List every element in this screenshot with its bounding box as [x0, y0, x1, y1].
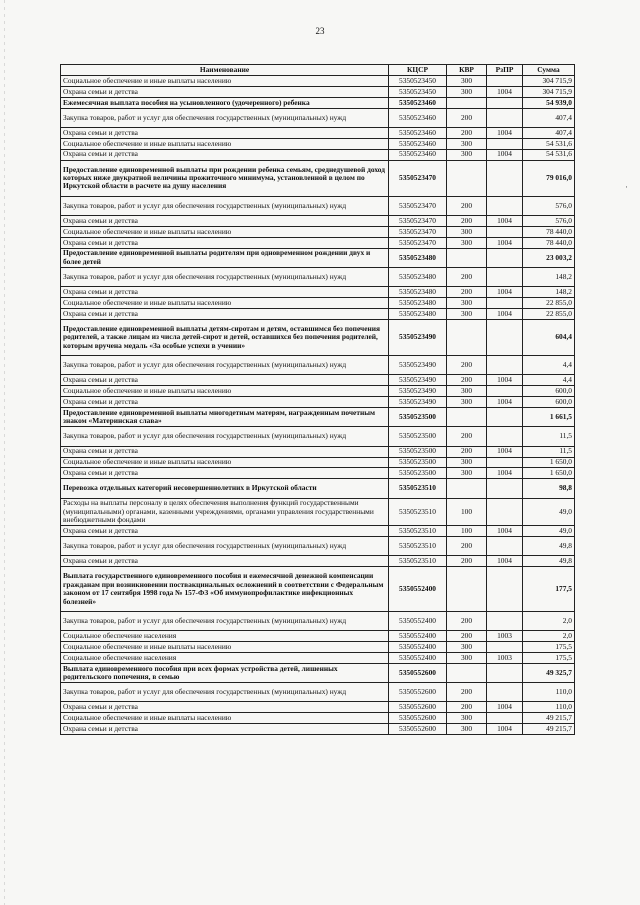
row-kcsr: 5350552400 — [389, 652, 447, 663]
table-row — [61, 356, 575, 375]
table-row — [61, 226, 575, 237]
row-sum: 49 325,7 — [523, 663, 575, 682]
row-kcsr: 5350552400 — [389, 631, 447, 642]
row-sum: 78 440,0 — [523, 226, 575, 237]
row-sum: 11,5 — [523, 446, 575, 457]
row-kvr: 200 — [447, 268, 487, 287]
row-sum: 23 003,2 — [523, 248, 575, 267]
row-rzpr — [487, 683, 523, 702]
table-row — [61, 97, 575, 108]
row-rzpr: 1004 — [487, 127, 523, 138]
row-kvr — [447, 408, 487, 427]
row-name: Социальное обеспечение и иные выплаты населению — [61, 386, 389, 397]
row-sum: 22 855,0 — [523, 309, 575, 320]
row-rzpr — [487, 663, 523, 682]
row-rzpr: 1004 — [487, 375, 523, 386]
row-sum: 600,0 — [523, 386, 575, 397]
row-kcsr: 5350523470 — [389, 196, 447, 215]
row-name: Охрана семьи и детства — [61, 468, 389, 479]
row-sum: 177,5 — [523, 567, 575, 612]
row-rzpr: 1004 — [487, 397, 523, 408]
row-kvr — [447, 319, 487, 355]
row-sum: 407,4 — [523, 127, 575, 138]
table-header-row — [61, 65, 575, 76]
row-name: Закупка товаров, работ и услуг для обеспечения государственных (муниципальных) нужд — [61, 537, 389, 556]
table-row — [61, 408, 575, 427]
row-kcsr: 5350523470 — [389, 226, 447, 237]
row-rzpr — [487, 108, 523, 127]
row-kcsr: 5350552600 — [389, 683, 447, 702]
table-row — [61, 537, 575, 556]
row-name: Выплата единовременного пособия при всех формах устройства детей, лишенных родительского попечения, в семью — [61, 663, 389, 682]
row-kcsr: 5350552400 — [389, 611, 447, 630]
scan-edge — [4, 0, 5, 905]
row-kvr: 200 — [447, 196, 487, 215]
table-row — [61, 446, 575, 457]
row-kcsr: 5350523510 — [389, 556, 447, 567]
row-rzpr — [487, 498, 523, 526]
row-sum: 49,8 — [523, 537, 575, 556]
table-row — [61, 149, 575, 160]
row-kvr: 100 — [447, 526, 487, 537]
row-kvr: 300 — [447, 397, 487, 408]
row-name: Социальное обеспечение и иные выплаты населению — [61, 138, 389, 149]
row-name: Охрана семьи и детства — [61, 526, 389, 537]
table-row — [61, 268, 575, 287]
row-rzpr — [487, 160, 523, 196]
row-name: Ежемесячная выплата пособия на усыновленного (удочеренного) ребенка — [61, 97, 389, 108]
row-kvr: 300 — [447, 138, 487, 149]
row-kcsr: 5350523480 — [389, 309, 447, 320]
table-row — [61, 287, 575, 298]
table-row — [61, 386, 575, 397]
row-kcsr: 5350523500 — [389, 457, 447, 468]
row-kcsr: 5350523500 — [389, 427, 447, 446]
row-kvr: 200 — [447, 427, 487, 446]
row-kvr: 200 — [447, 537, 487, 556]
row-name: Социальное обеспечение и иные выплаты населению — [61, 642, 389, 653]
table-row — [61, 237, 575, 248]
table-row — [61, 611, 575, 630]
row-name: Предоставление единовременной выплаты при рождении ребенка семьям, среднедушевой доход которых ниже двукратной величины прожиточного минимума, установленной в целом по Иркутской области в расчете на душу населения — [61, 160, 389, 196]
row-kcsr: 5350523450 — [389, 76, 447, 87]
row-kcsr: 5350552600 — [389, 702, 447, 713]
row-kvr: 200 — [447, 216, 487, 227]
table-row — [61, 108, 575, 127]
row-kvr: 300 — [447, 724, 487, 735]
row-sum: 79 016,0 — [523, 160, 575, 196]
row-kcsr: 5350523490 — [389, 386, 447, 397]
row-kvr: 200 — [447, 375, 487, 386]
row-rzpr — [487, 196, 523, 215]
row-sum: 2,0 — [523, 611, 575, 630]
row-kvr: 300 — [447, 298, 487, 309]
row-name: Перевозка отдельных категорий несовершеннолетних в Иркутской области — [61, 479, 389, 498]
row-rzpr: 1004 — [487, 556, 523, 567]
row-rzpr: 1004 — [487, 702, 523, 713]
row-kcsr: 5350523500 — [389, 408, 447, 427]
row-sum: 4,4 — [523, 375, 575, 386]
row-kvr: 200 — [447, 356, 487, 375]
table-row — [61, 663, 575, 682]
row-name: Предоставление единовременной выплаты родителям при одновременном рождении двух и более детей — [61, 248, 389, 267]
row-rzpr: 1004 — [487, 724, 523, 735]
header-kvr: КВР — [447, 65, 487, 76]
row-kcsr: 5350523490 — [389, 356, 447, 375]
table-body — [61, 76, 575, 735]
row-kvr: 300 — [447, 237, 487, 248]
row-sum: 304 715,9 — [523, 86, 575, 97]
row-name: Закупка товаров, работ и услуг для обеспечения государственных (муниципальных) нужд — [61, 108, 389, 127]
row-sum: 407,4 — [523, 108, 575, 127]
row-sum: 175,5 — [523, 642, 575, 653]
table-row — [61, 298, 575, 309]
scan-dot: · — [625, 182, 628, 192]
row-name: Социальное обеспечение и иные выплаты населению — [61, 298, 389, 309]
row-kcsr: 5350523460 — [389, 149, 447, 160]
row-sum: 49,8 — [523, 556, 575, 567]
row-kcsr: 5350523510 — [389, 537, 447, 556]
row-kcsr: 5350523480 — [389, 248, 447, 267]
row-rzpr: 1004 — [487, 309, 523, 320]
row-sum: 49,0 — [523, 526, 575, 537]
row-rzpr: 1004 — [487, 287, 523, 298]
row-sum: 54 531,6 — [523, 149, 575, 160]
table-row — [61, 216, 575, 227]
row-name: Закупка товаров, работ и услуг для обеспечения государственных (муниципальных) нужд — [61, 427, 389, 446]
row-kvr: 200 — [447, 683, 487, 702]
row-kcsr: 5350552600 — [389, 713, 447, 724]
row-kvr: 300 — [447, 468, 487, 479]
row-sum: 1 650,0 — [523, 457, 575, 468]
row-kvr: 200 — [447, 702, 487, 713]
row-name: Социальное обеспечение и иные выплаты населению — [61, 713, 389, 724]
row-kcsr: 5350523460 — [389, 127, 447, 138]
row-sum: 148,2 — [523, 268, 575, 287]
table-row — [61, 375, 575, 386]
row-sum: 49 215,7 — [523, 724, 575, 735]
row-sum: 304 715,9 — [523, 76, 575, 87]
table-row — [61, 724, 575, 735]
header-sum: Сумма — [523, 65, 575, 76]
row-rzpr — [487, 642, 523, 653]
row-rzpr — [487, 713, 523, 724]
row-rzpr — [487, 408, 523, 427]
row-kvr: 300 — [447, 642, 487, 653]
table-row — [61, 642, 575, 653]
row-name: Охрана семьи и детства — [61, 702, 389, 713]
row-kvr: 300 — [447, 713, 487, 724]
row-kcsr: 5350523460 — [389, 97, 447, 108]
table-row — [61, 702, 575, 713]
row-kvr: 200 — [447, 127, 487, 138]
table-row — [61, 652, 575, 663]
table-row — [61, 196, 575, 215]
row-name: Охрана семьи и детства — [61, 86, 389, 97]
row-rzpr — [487, 298, 523, 309]
row-name: Социальное обеспечение и иные выплаты населению — [61, 457, 389, 468]
table-row — [61, 556, 575, 567]
row-kvr: 200 — [447, 446, 487, 457]
table-row — [61, 713, 575, 724]
row-name: Выплата государственного единовременного пособия и ежемесячной денежной компенсации гражданам при возникновении поствакцинальных осложнений в соответствии с Федеральным законом от 17 сентября 1998 года № 157-ФЗ «Об иммунопрофилактике инфекционных болезней» — [61, 567, 389, 612]
row-name: Закупка товаров, работ и услуг для обеспечения государственных (муниципальных) нужд — [61, 611, 389, 630]
row-kvr: 100 — [447, 498, 487, 526]
row-name: Закупка товаров, работ и услуг для обеспечения государственных (муниципальных) нужд — [61, 683, 389, 702]
row-rzpr: 1004 — [487, 86, 523, 97]
page-number: 23 — [315, 26, 325, 36]
row-rzpr — [487, 479, 523, 498]
row-name: Предоставление единовременной выплаты детям-сиротам и детям, оставшимся без попечения родителей, а также лицам из числа детей-сирот и детей, оставшихся без попечения родителей, которым вручена медаль «За особые успехи в учении» — [61, 319, 389, 355]
row-name: Охрана семьи и детства — [61, 397, 389, 408]
row-sum: 98,8 — [523, 479, 575, 498]
row-kcsr: 5350523450 — [389, 86, 447, 97]
row-kcsr: 5350523510 — [389, 526, 447, 537]
row-name: Охрана семьи и детства — [61, 724, 389, 735]
row-kcsr: 5350523460 — [389, 108, 447, 127]
row-sum: 54 531,6 — [523, 138, 575, 149]
table-row — [61, 457, 575, 468]
row-kvr: 200 — [447, 108, 487, 127]
row-sum: 604,4 — [523, 319, 575, 355]
row-kvr: 300 — [447, 386, 487, 397]
row-name: Охрана семьи и детства — [61, 556, 389, 567]
row-kvr: 300 — [447, 76, 487, 87]
row-sum: 78 440,0 — [523, 237, 575, 248]
table-row — [61, 86, 575, 97]
row-rzpr — [487, 457, 523, 468]
table-row — [61, 127, 575, 138]
row-sum: 175,5 — [523, 652, 575, 663]
row-kvr: 200 — [447, 556, 487, 567]
row-name: Охрана семьи и детства — [61, 375, 389, 386]
row-name: Социальное обеспечение населения — [61, 631, 389, 642]
row-sum: 600,0 — [523, 397, 575, 408]
row-sum: 1 650,0 — [523, 468, 575, 479]
row-rzpr — [487, 567, 523, 612]
row-rzpr — [487, 226, 523, 237]
row-name: Закупка товаров, работ и услуг для обеспечения государственных (муниципальных) нужд — [61, 356, 389, 375]
row-sum: 110,0 — [523, 702, 575, 713]
row-name: Охрана семьи и детства — [61, 127, 389, 138]
row-kcsr: 5350523490 — [389, 319, 447, 355]
table-row — [61, 248, 575, 267]
row-kcsr: 5350523470 — [389, 237, 447, 248]
row-kcsr: 5350523490 — [389, 375, 447, 386]
row-sum: 576,0 — [523, 216, 575, 227]
row-name: Социальное обеспечение и иные выплаты населению — [61, 76, 389, 87]
row-sum: 22 855,0 — [523, 298, 575, 309]
row-kcsr: 5350552400 — [389, 642, 447, 653]
row-name: Социальное обеспечение населения — [61, 652, 389, 663]
table-row — [61, 683, 575, 702]
row-rzpr: 1004 — [487, 526, 523, 537]
table-row — [61, 468, 575, 479]
row-kvr: 300 — [447, 86, 487, 97]
row-rzpr: 1004 — [487, 149, 523, 160]
table-row — [61, 319, 575, 355]
row-rzpr — [487, 386, 523, 397]
table-row — [61, 309, 575, 320]
table-row — [61, 76, 575, 87]
row-sum: 1 661,5 — [523, 408, 575, 427]
row-kvr — [447, 160, 487, 196]
row-kcsr: 5350523480 — [389, 298, 447, 309]
table-row — [61, 631, 575, 642]
row-kvr — [447, 479, 487, 498]
row-kvr: 300 — [447, 226, 487, 237]
row-rzpr: 1004 — [487, 468, 523, 479]
row-kvr: 200 — [447, 631, 487, 642]
row-kvr: 200 — [447, 287, 487, 298]
row-kcsr: 5350523500 — [389, 468, 447, 479]
row-name: Охрана семьи и детства — [61, 287, 389, 298]
row-name: Закупка товаров, работ и услуг для обеспечения государственных (муниципальных) нужд — [61, 268, 389, 287]
row-kvr: 300 — [447, 457, 487, 468]
row-name: Охрана семьи и детства — [61, 237, 389, 248]
row-kcsr: 5350523460 — [389, 138, 447, 149]
row-rzpr — [487, 427, 523, 446]
row-name: Социальное обеспечение и иные выплаты населению — [61, 226, 389, 237]
row-sum: 49,0 — [523, 498, 575, 526]
row-rzpr — [487, 537, 523, 556]
row-rzpr: 1004 — [487, 446, 523, 457]
row-name: Охрана семьи и детства — [61, 216, 389, 227]
row-kcsr: 5350523470 — [389, 160, 447, 196]
row-rzpr: 1003 — [487, 631, 523, 642]
row-name: Закупка товаров, работ и услуг для обеспечения государственных (муниципальных) нужд — [61, 196, 389, 215]
table-row — [61, 427, 575, 446]
table-row — [61, 526, 575, 537]
row-kvr: 200 — [447, 611, 487, 630]
header-name: Наименование — [61, 65, 389, 76]
header-kcsr: КЦСР — [389, 65, 447, 76]
table-row — [61, 498, 575, 526]
row-sum: 49 215,7 — [523, 713, 575, 724]
row-kcsr: 5350523470 — [389, 216, 447, 227]
row-rzpr: 1004 — [487, 216, 523, 227]
table-row — [61, 138, 575, 149]
row-rzpr — [487, 138, 523, 149]
row-kvr — [447, 248, 487, 267]
row-kcsr: 5350523510 — [389, 498, 447, 526]
budget-table — [60, 64, 575, 735]
row-rzpr — [487, 248, 523, 267]
row-name: Охрана семьи и детства — [61, 149, 389, 160]
row-sum: 2,0 — [523, 631, 575, 642]
row-rzpr — [487, 268, 523, 287]
row-kvr: 300 — [447, 149, 487, 160]
row-rzpr: 1004 — [487, 237, 523, 248]
row-rzpr — [487, 76, 523, 87]
row-rzpr — [487, 611, 523, 630]
row-rzpr: 1003 — [487, 652, 523, 663]
row-name: Охрана семьи и детства — [61, 446, 389, 457]
row-kvr: 300 — [447, 309, 487, 320]
row-kcsr: 5350552600 — [389, 724, 447, 735]
row-sum: 4,4 — [523, 356, 575, 375]
row-kvr: 300 — [447, 652, 487, 663]
header-rzpr: РзПР — [487, 65, 523, 76]
table-row — [61, 160, 575, 196]
row-sum: 11,5 — [523, 427, 575, 446]
row-kcsr: 5350552400 — [389, 567, 447, 612]
row-name: Предоставление единовременной выплаты многодетным матерям, награжденным почетным знаком «Материнская слава» — [61, 408, 389, 427]
row-kcsr: 5350523480 — [389, 268, 447, 287]
row-name: Охрана семьи и детства — [61, 309, 389, 320]
row-rzpr — [487, 356, 523, 375]
row-rzpr — [487, 97, 523, 108]
row-kcsr: 5350552600 — [389, 663, 447, 682]
row-kvr — [447, 663, 487, 682]
row-kcsr: 5350523510 — [389, 479, 447, 498]
table-row — [61, 567, 575, 612]
row-sum: 110,0 — [523, 683, 575, 702]
table-row — [61, 397, 575, 408]
row-sum: 148,2 — [523, 287, 575, 298]
table-row — [61, 479, 575, 498]
row-kvr — [447, 567, 487, 612]
row-kcsr: 5350523500 — [389, 446, 447, 457]
row-kcsr: 5350523480 — [389, 287, 447, 298]
row-name: Расходы на выплаты персоналу в целях обеспечения выполнения функций государственными (муниципальными) органами, казенными учреждениями, органами управления государственными внебюджетными фондами — [61, 498, 389, 526]
row-rzpr — [487, 319, 523, 355]
row-kcsr: 5350523490 — [389, 397, 447, 408]
row-sum: 576,0 — [523, 196, 575, 215]
row-sum: 54 939,0 — [523, 97, 575, 108]
row-kvr — [447, 97, 487, 108]
